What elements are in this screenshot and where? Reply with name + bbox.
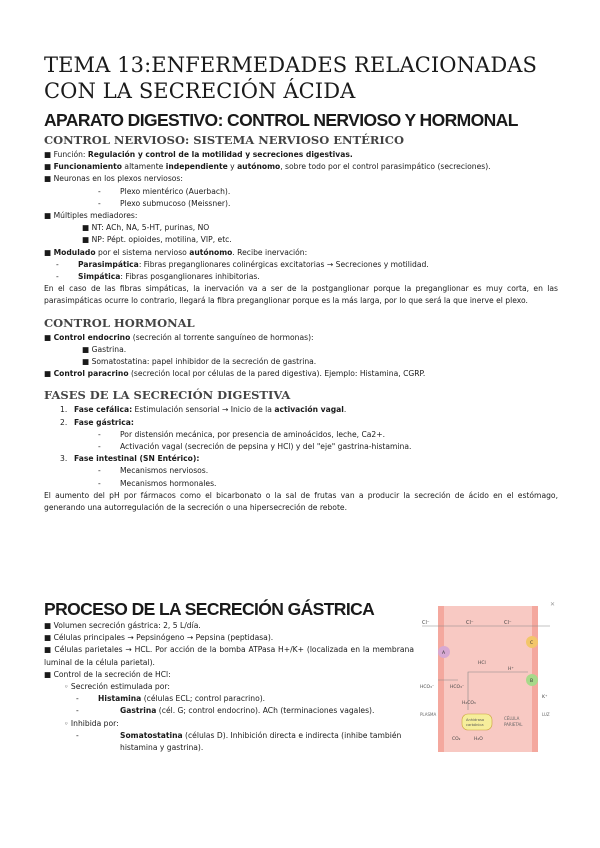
line-mediadores: ■ Múltiples mediadores: <box>44 211 138 221</box>
parietal-cell-diagram <box>418 600 558 755</box>
label-k: K⁺ <box>542 695 548 700</box>
line-funcionamiento: ■ Funcionamiento altamente independiente y autónomo, sobre todo por el control parasimpático (secreciones). <box>44 162 491 172</box>
list-item: - Simpática: Fibras posganglionares inhibitorias. <box>56 272 260 282</box>
list-item: - Por distensión mecánica, por presencia de aminoácidos, leche, Ca2+. <box>98 429 386 439</box>
section2-text-column <box>44 620 414 754</box>
list-item: - Plexo mientérico (Auerbach). <box>98 186 231 196</box>
parietal-cell-body <box>438 606 538 752</box>
line-modulado: ■ Modulado por el sistema nervioso autónomo. Recibe inervación: <box>44 247 308 257</box>
list-item: ◦ Inhibida por: <box>64 718 119 728</box>
paragraph-fibras: En el caso de las fibras simpáticas, la inervación va a ser de la postganglionar porque la preganglionar es muy corta, en las parasimpáticas ocurre lo contrario, llegará la fibra preganglionar porque es la más larga, por lo que será la que inerve el plexo. <box>44 284 558 306</box>
list-item: ■ Gastrina. <box>82 344 127 354</box>
title-line-1: TEMA 13:ENFERMEDADES RELACIONADAS <box>44 53 538 77</box>
diagram-marker-icon: ✕ <box>550 601 556 608</box>
label-h: H⁺ <box>508 667 514 672</box>
subheading-control-nervioso: CONTROL NERVIOSO: SISTEMA NERVIOSO ENTÉRICO <box>44 133 404 147</box>
list-item: ■ Control de la secreción de HCl: <box>44 669 171 679</box>
label-h2o: H₂O <box>474 737 483 742</box>
label-b: B <box>530 679 534 684</box>
line-neuronas: ■ Neuronas en los plexos nerviosos: <box>44 174 183 184</box>
list-item: - Plexo submucoso (Meissner). <box>98 198 231 208</box>
label-anhidrasa: Anhidrasa <box>466 718 485 722</box>
list-item: - Mecanismos nerviosos. <box>98 466 209 476</box>
list-item: ■ Volumen secreción gástrica: 2, 5 L/día. <box>44 621 201 630</box>
line-endocrino: ■ Control endocrino (secreción al torrente sanguíneo de hormonas): <box>44 332 314 342</box>
label-anhidrasa: carbónica <box>466 723 484 727</box>
label-celula: CÉLULA <box>504 716 520 721</box>
label-parietal: PARIETAL <box>504 722 523 727</box>
list-item: - Mecanismos hormonales. <box>98 478 217 488</box>
list-item: - Activación vagal (secreción de pepsina y HCl) y del "eje" gastrina-histamina. <box>98 442 412 452</box>
list-item-fase-3: 3. Fase intestinal (SN Entérico): <box>60 454 200 464</box>
label-luz: LUZ <box>542 712 550 717</box>
label-cl: Cl⁻ <box>504 620 512 626</box>
line-paracrino: ■ Control paracrino (secreción local por células de la pared digestiva). Ejemplo: Histamina, CGRP. <box>44 369 426 379</box>
subheading-control-hormonal: CONTROL HORMONAL <box>44 315 195 330</box>
list-item: ■ Somatostatina: papel inhibidor de la secreción de gastrina. <box>82 357 317 367</box>
label-hco3: HCO₃⁻ <box>450 685 465 690</box>
list-item: - Histamina (células ECL; control paracrino). <box>76 694 266 704</box>
paragraph-ph: El aumento del pH por fármacos como el bicarbonato o la sal de frutas van a producir la secreción de ácido en el estómago, generando una autorregulación de la secreción o una hipersecreción de rebote. <box>44 490 558 513</box>
label-a: A <box>442 651 446 656</box>
subheading-fases: FASES DE LA SECRECIÓN DIGESTIVA <box>44 388 291 403</box>
list-item-fase-2: 2. Fase gástrica: <box>60 417 134 427</box>
basolateral-membrane <box>438 606 444 752</box>
label-plasma: PLASMA <box>420 712 437 717</box>
list-item: ■ NT: ACh, NA, 5-HT, purinas, NO <box>82 223 210 233</box>
label-cl: Cl⁻ <box>422 620 430 626</box>
list-item: ■ NP: Pépt. opioides, motilina, VIP, etc. <box>82 235 232 245</box>
list-item: ■ Células parietales → HCL. Por acción de la bomba ATPasa H+/K+ (localizada en la membrana luminal de la célula parietal). <box>44 645 414 667</box>
label-hco3: HCO₃⁻ <box>420 685 435 690</box>
page-title <box>44 52 558 104</box>
list-item-fase-1: 1. Fase cefálica: Estimulación sensorial → Inicio de la activación vagal. <box>60 405 347 415</box>
page-content <box>44 52 558 514</box>
list-item: ◦ Secreción estimulada por: <box>64 682 170 692</box>
label-cl: Cl⁻ <box>466 620 474 626</box>
list-item: - Somatostatina (células D). Inhibición directa e indirecta (inhibe también histamina y gastrina). <box>76 730 402 753</box>
list-item: ■ Células principales → Pepsinógeno → Pepsina (peptidasa). <box>44 633 274 643</box>
label-c: C <box>530 641 534 646</box>
list-item: - Parasimpática: Fibras preganglionares colinérgicas excitatorias → Secreciones y motilidad. <box>56 259 429 269</box>
label-h2co3: H₂CO₃ <box>462 701 476 706</box>
section2-heading: PROCESO DE LA SECRECIÓN GÁSTRICA <box>44 599 375 619</box>
label-co2: CO₂ <box>452 737 461 742</box>
title-line-2: CON LA SECRECIÓN ÁCIDA <box>44 79 356 103</box>
section1-heading: APARATO DIGESTIVO: CONTROL NERVIOSO Y HORMONAL <box>44 110 518 130</box>
label-hcl: HCl <box>478 661 486 666</box>
list-item: - Gastrina (cél. G; control endocrino). ACh (terminaciones vagales). <box>76 706 375 716</box>
line-funcion: ■ Función: Regulación y control de la motilidad y secreciones digestivas. <box>44 150 353 159</box>
anhidrasa-enzyme <box>462 714 492 730</box>
